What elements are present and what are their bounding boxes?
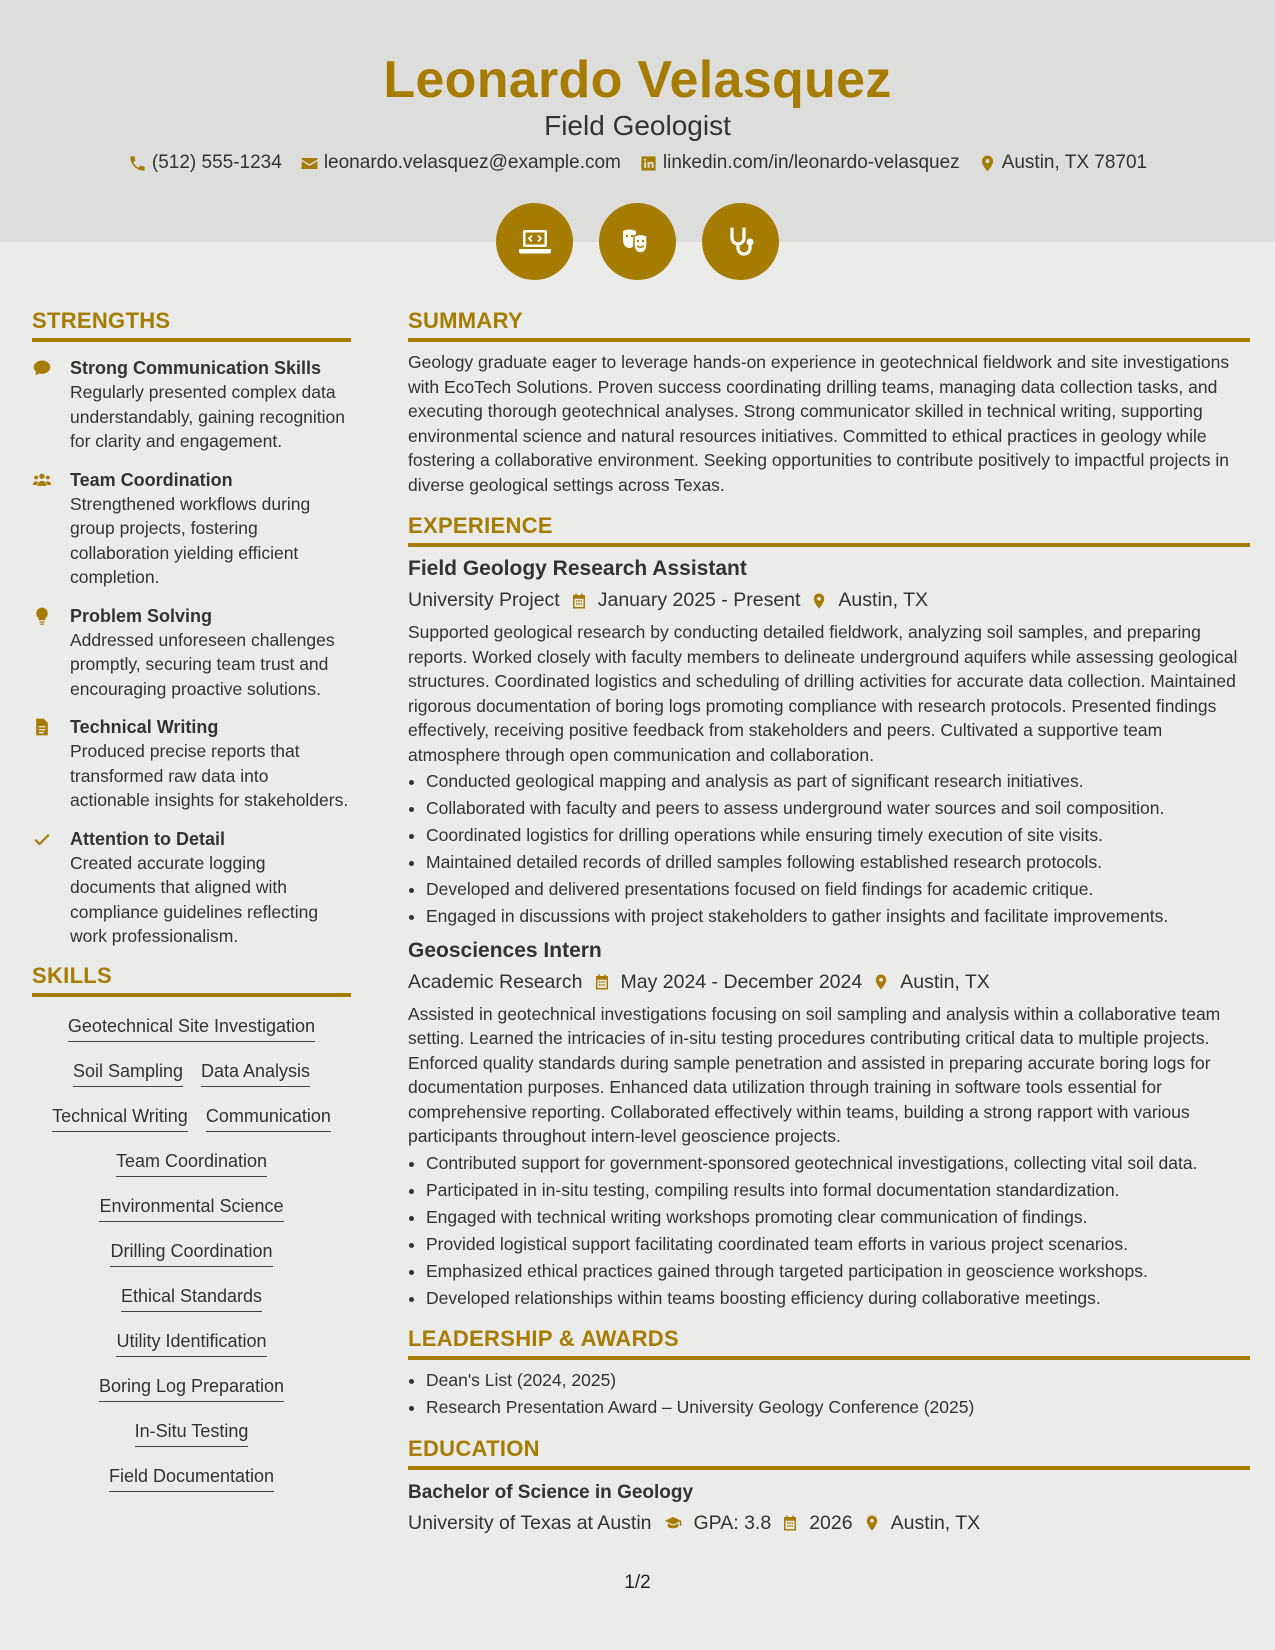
- strengths-list: [32, 356, 351, 949]
- badge-theater-masks: [599, 203, 676, 280]
- list-item: • Dean's List (2024, 2025): [426, 1368, 1250, 1393]
- job-entry: [408, 939, 1250, 1311]
- contact-bar: [0, 152, 1275, 174]
- map-pin-icon: [872, 973, 890, 991]
- job-org: Academic Research: [408, 970, 583, 993]
- graduation-cap-icon: [662, 1514, 684, 1532]
- skills-heading: SKILLS: [32, 963, 351, 997]
- experience-heading: EXPERIENCE: [408, 513, 1250, 547]
- list-item: • Developed and delivered presentations focused on field findings for academic critique.: [426, 877, 1250, 902]
- skill-tag: Team Coordination: [116, 1142, 267, 1177]
- list-item: • Developed relationships within teams boosting efficiency during collaborative meetings.: [426, 1286, 1250, 1311]
- list-item: • Research Presentation Award – University Geology Conference (2025): [426, 1395, 1250, 1420]
- list-item: • Coordinated logistics for drilling operations while ensuring timely execution of site visits.: [426, 823, 1250, 848]
- file-icon: [32, 717, 52, 737]
- contact-phone[interactable]: [128, 152, 282, 174]
- laptop-code-icon: [515, 222, 555, 262]
- job-location: Austin, TX: [838, 589, 929, 611]
- map-pin-icon: [810, 592, 828, 610]
- skill-tag: Soil Sampling: [73, 1052, 183, 1087]
- phone-text: (512) 555-1234: [151, 152, 282, 173]
- left-column: [32, 308, 351, 1502]
- skill-tag: Geotechnical Site Investigation: [68, 1007, 315, 1042]
- strength-item: [32, 827, 351, 949]
- strength-title: Technical Writing: [70, 717, 219, 737]
- school-name: University of Texas at Austin: [408, 1511, 652, 1534]
- strength-item: [32, 715, 351, 813]
- comment-icon: [32, 358, 52, 378]
- users-icon: [32, 470, 52, 490]
- skill-tag: Data Analysis: [201, 1052, 310, 1087]
- skill-tag: Technical Writing: [52, 1097, 188, 1132]
- strength-desc: Strengthened workflows during group projects, fostering collaboration yielding efficient completion.: [70, 493, 311, 587]
- strength-item: [32, 356, 351, 454]
- skill-tag: Communication: [206, 1097, 331, 1132]
- calendar-icon: [570, 592, 588, 610]
- skill-tag: Field Documentation: [109, 1457, 274, 1492]
- education-heading: EDUCATION: [408, 1436, 1250, 1470]
- job-meta: [408, 971, 1250, 994]
- stethoscope-icon: [721, 222, 761, 262]
- list-item: • Emphasized ethical practices gained through targeted participation in geoscience workshops.: [426, 1259, 1250, 1284]
- list-item: • Provided logistical support facilitating coordinated team efforts in various project scenarios.: [426, 1232, 1250, 1257]
- job-org: University Project: [408, 589, 560, 611]
- graduation-year: 2026: [809, 1511, 853, 1534]
- linkedin-icon: [639, 154, 658, 173]
- job-bullets: [408, 1151, 1250, 1311]
- skill-tag: Utility Identification: [116, 1322, 266, 1357]
- contact-email[interactable]: [300, 152, 621, 174]
- job-dates: January 2025 - Present: [597, 589, 801, 611]
- list-item: • Maintained detailed records of drilled samples following established research protocols.: [426, 850, 1250, 875]
- location-text: Austin, TX 78701: [1001, 152, 1148, 173]
- envelope-icon: [300, 154, 319, 173]
- page-number: 1/2: [624, 1572, 651, 1593]
- strength-title: Attention to Detail: [70, 828, 225, 849]
- job-dates: May 2024 - December 2024: [620, 970, 863, 993]
- phone-icon: [128, 154, 147, 173]
- education-location: Austin, TX: [890, 1511, 981, 1534]
- map-pin-icon: [978, 154, 997, 173]
- list-item: • Collaborated with faculty and peers to assess underground water sources and soil composition.: [426, 796, 1250, 821]
- list-item: • Conducted geological mapping and analysis as part of significant research initiatives.: [426, 769, 1250, 794]
- job-bullets: [408, 769, 1250, 929]
- job-title: Geosciences Intern: [408, 938, 602, 962]
- skill-tag: In-Situ Testing: [135, 1412, 249, 1447]
- contact-linkedin[interactable]: [639, 152, 960, 174]
- list-item: • Contributed support for government-sponsored geotechnical investigations, collecting vital soil data.: [426, 1151, 1250, 1176]
- email-text: leonardo.velasquez@example.com: [323, 152, 621, 173]
- job-location: Austin, TX: [900, 970, 990, 993]
- linkedin-text: linkedin.com/in/leonardo-velasquez: [662, 152, 960, 173]
- skill-tag: Ethical Standards: [121, 1277, 262, 1312]
- map-pin-icon: [863, 1514, 881, 1532]
- strength-desc: Created accurate logging documents that aligned with compliance guidelines reflecting work professionalism.: [70, 852, 319, 946]
- check-icon: [32, 829, 52, 849]
- lightbulb-icon: [32, 606, 52, 626]
- calendar-icon: [593, 973, 611, 991]
- candidate-name: Leonardo Velasquez: [383, 51, 892, 109]
- job-meta: [408, 589, 1250, 612]
- job-description: Supported geological research by conducting detailed fieldwork, analyzing soil samples, and preparing reports. Worked closely with faculty members to delineate underground aquifers while assessing geological structures. Coordinated logistics and scheduling of drilling activities for accurate data collection. Maintained rigorous documentation of boring logs promoting compliance with research protocols. Presented findings effectively, receiving positive feedback from stakeholders and peers. Cultivated a supportive team atmosphere through open communication and collaboration.: [408, 622, 1238, 765]
- contact-location: [978, 152, 1147, 174]
- job-description: Assisted in geotechnical investigations focusing on soil sampling and analysis within a collaborative team setting. Learned the intricacies of in-situ testing procedures contributing critical data to multiple projects. Enforced quality standards during sample penetration and assisted in preparing accurate boring logs for documentation purposes. Enhanced data utilization through training in software tools essential for comprehensive reporting. Collaborated effectively within teams, building a strong rapport with various participants throughout intern-level geoscience projects.: [408, 1003, 1221, 1146]
- skills-list: [32, 1007, 351, 1502]
- gpa: GPA: 3.8: [693, 1511, 772, 1534]
- theater-masks-icon: [618, 222, 658, 262]
- right-column: [408, 308, 1250, 1535]
- strength-title: Problem Solving: [70, 605, 213, 626]
- education-meta: [408, 1512, 1250, 1535]
- skill-tag: Environmental Science: [99, 1187, 283, 1222]
- list-item: • Engaged in discussions with project stakeholders to gather insights and facilitate improvements.: [426, 904, 1250, 929]
- badge-stethoscope: [702, 203, 779, 280]
- job-title: Field Geology Research Assistant: [408, 557, 747, 580]
- strength-desc: Regularly presented complex data understandably, gaining recognition for clarity and engagement.: [70, 382, 346, 451]
- calendar-icon: [781, 1514, 799, 1532]
- skill-tag: Drilling Coordination: [110, 1232, 272, 1267]
- strength-title: Team Coordination: [70, 469, 233, 490]
- strengths-heading: STRENGTHS: [32, 308, 351, 342]
- list-item: • Participated in in-situ testing, compiling results into formal documentation standardization.: [426, 1178, 1250, 1203]
- job-entry: [408, 557, 1250, 929]
- degree-title: Bachelor of Science in Geology: [408, 1481, 694, 1503]
- interest-badges: [0, 203, 1275, 280]
- badge-laptop-code: [496, 203, 573, 280]
- strength-item: [32, 604, 351, 702]
- strength-item: [32, 468, 351, 590]
- awards-list: [408, 1368, 1250, 1420]
- awards-heading: LEADERSHIP & AWARDS: [408, 1326, 1250, 1360]
- list-item: • Engaged with technical writing workshops promoting clear communication of findings.: [426, 1205, 1250, 1230]
- strength-desc: Produced precise reports that transformed raw data into actionable insights for stakeholders.: [70, 741, 349, 810]
- strength-title: Strong Communication Skills: [70, 358, 322, 378]
- summary-heading: SUMMARY: [408, 308, 1250, 342]
- summary-text: Geology graduate eager to leverage hands-on experience in geotechnical fieldwork and site investigations with EcoTech Solutions. Proven success coordinating drilling teams, managing data collection tasks, and executing thorough geotechnical analyses. Strong communicator skilled in technical writing, supporting environmental science and natural resources initiatives. Committed to ethical practices in geology while fostering a collaborative environment. Seeking opportunities to contribute positively to impactful projects in diverse geological settings across Texas.: [408, 352, 1230, 495]
- candidate-role: Field Geologist: [544, 110, 731, 141]
- skill-tag: Boring Log Preparation: [99, 1367, 284, 1402]
- strength-desc: Addressed unforeseen challenges promptly, securing team trust and encouraging proactive solutions.: [70, 629, 335, 699]
